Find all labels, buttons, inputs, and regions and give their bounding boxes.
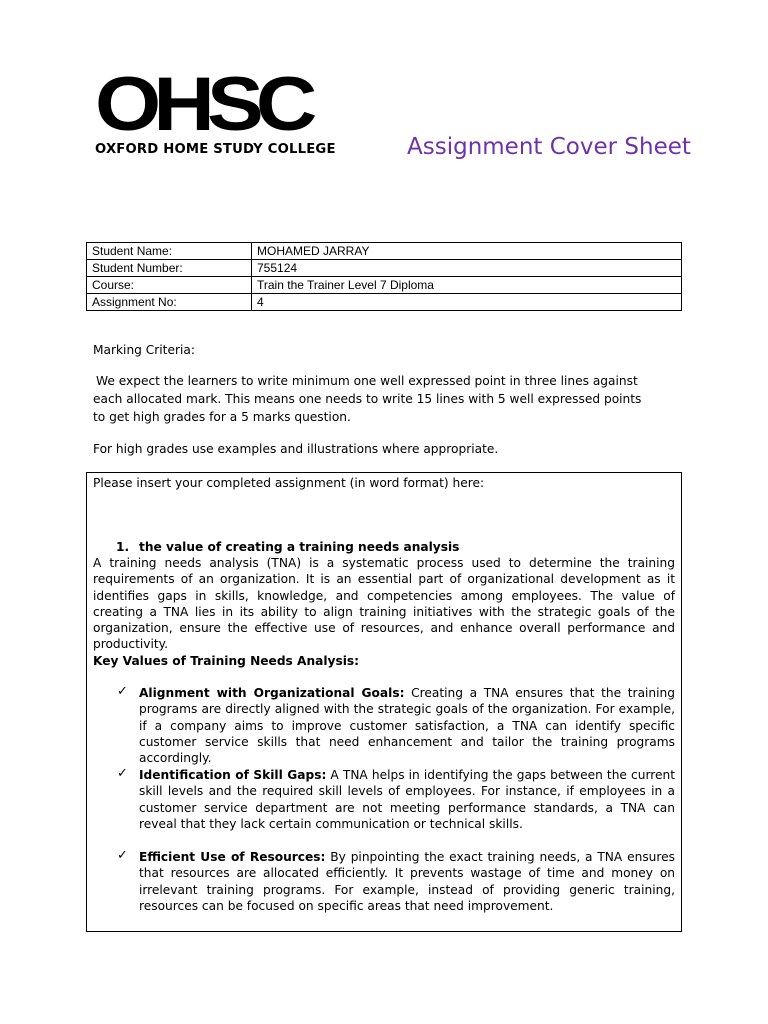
point-title: Alignment with Organizational Goals: — [139, 686, 405, 700]
assignment-box — [86, 472, 682, 932]
assignment-instruction: Please insert your completed assignment (in word format) here: — [93, 476, 485, 490]
table-row — [87, 294, 682, 311]
point-resources — [139, 849, 675, 914]
label-cell: Assignment No: — [87, 294, 252, 311]
check-mark-icon: ✓ — [117, 848, 128, 863]
value-cell: Train the Trainer Level 7 Diploma — [252, 277, 682, 294]
page-title: Assignment Cover Sheet — [407, 134, 691, 160]
point-text: A TNA helps in identifying the gaps between the current skill levels and the required skill levels of employees. For instance, if employees in a customer service department are not meeting performance standards, a TNA can reveal that they lack certain communication or technical skills. — [139, 768, 675, 831]
label-cell: Student Number: — [87, 260, 252, 277]
point-alignment — [139, 685, 675, 766]
point-title: Identification of Skill Gaps: — [139, 768, 327, 782]
high-grades-note: For high grades use examples and illustrations where appropriate. — [93, 442, 499, 456]
table-row — [87, 243, 682, 260]
value-cell: 755124 — [252, 260, 682, 277]
college-logo — [95, 62, 336, 157]
table-row — [87, 260, 682, 277]
key-values-heading: Key Values of Training Needs Analysis: — [93, 654, 360, 668]
check-mark-icon: ✓ — [117, 766, 128, 781]
point-title: Efficient Use of Resources: — [139, 850, 326, 864]
intro-paragraph: A training needs analysis (TNA) is a systematic process used to determine the training requirements of an organization. It is an essential part of organizational development as it identifies gaps in skills, knowledge, and competencies among employees. The value of creating a TNA lies in its ability to align training initiatives with the strategic goals of the organization, ensure the effective use of resources, and enhance overall performance and productivity. — [93, 556, 675, 652]
student-info-table — [86, 242, 682, 311]
section-number: 1. — [116, 540, 130, 554]
logo-mark: OHSC — [95, 62, 310, 147]
table-row — [87, 277, 682, 294]
label-cell: Student Name: — [87, 243, 252, 260]
point-text: Creating a TNA ensures that the training programs are directly aligned with the strategic goals of the organization. For example, if a company aims to improve customer satisfaction, a TNA can identify specific customer service skills that need enhancement and tailor the training programs accordingly. — [139, 686, 675, 766]
value-cell: MOHAMED JARRAY — [252, 243, 682, 260]
point-skill-gaps — [139, 767, 675, 832]
check-mark-icon: ✓ — [117, 684, 128, 699]
marking-expectation: We expect the learners to write minimum one well expressed point in three lines against each allocated mark. This means one needs to write 15 lines with 5 well expressed points to get high grades for a 5 marks question. — [93, 374, 642, 424]
point-text: By pinpointing the exact training needs, a TNA ensures that resources are allocated efficiently. It prevents wastage of time and money on irrelevant training programs. For example, instead of providing generic training, resources can be focused on specific areas that need improvement. — [139, 850, 675, 913]
label-cell: Course: — [87, 277, 252, 294]
marking-criteria-heading: Marking Criteria: — [93, 343, 195, 357]
value-cell: 4 — [252, 294, 682, 311]
section-title: the value of creating a training needs analysis — [139, 540, 460, 554]
logo-subtitle: OXFORD HOME STUDY COLLEGE — [95, 142, 336, 157]
